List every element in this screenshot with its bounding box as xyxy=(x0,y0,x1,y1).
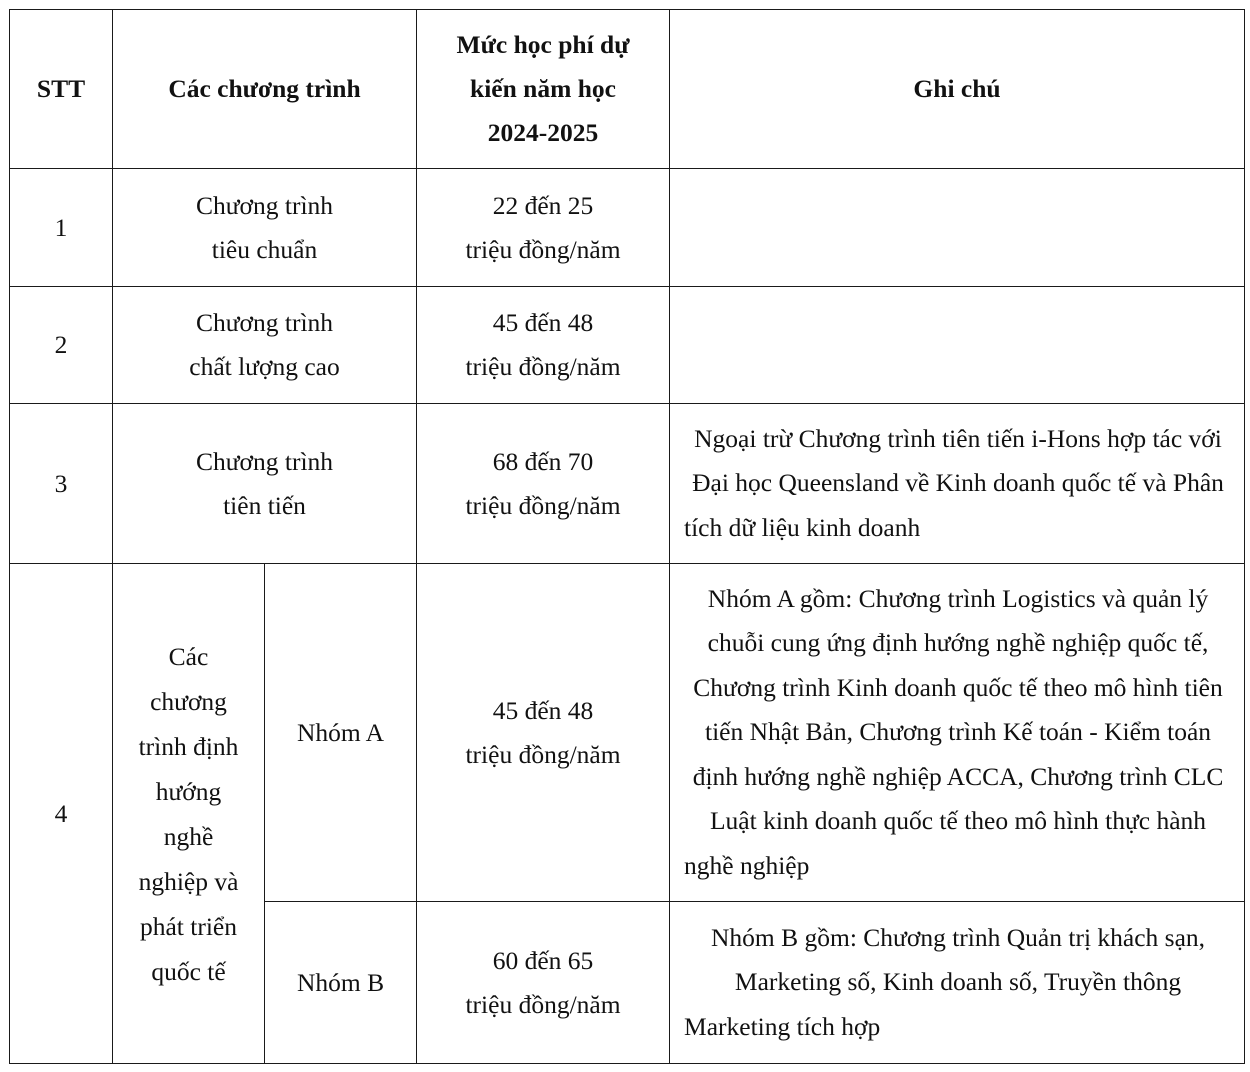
program-line: tiêu chuẩn xyxy=(211,234,318,264)
group-label xyxy=(113,564,265,1064)
row-stt: 4 xyxy=(10,564,113,1064)
program-line: Chương trình xyxy=(195,446,334,476)
program-line: tiên tiến xyxy=(223,490,306,520)
row-fee xyxy=(417,404,670,564)
header-fee xyxy=(417,10,670,169)
subgroup-name: Nhóm B xyxy=(265,902,417,1064)
fee-range: 22 đến 25 xyxy=(492,190,594,220)
group-label-line: nghiệp và xyxy=(138,866,239,896)
group-label-line: quốc tế xyxy=(151,956,226,986)
row-program xyxy=(113,169,417,287)
fee-unit: triệu đồng/năm xyxy=(465,234,621,264)
header-fee-line-2: kiến năm học xyxy=(470,74,616,103)
group-label-line: phát triển xyxy=(139,911,237,941)
table-row xyxy=(10,404,1245,564)
group-label-line: trình định xyxy=(138,731,239,761)
fee-range: 60 đến 65 xyxy=(492,945,594,975)
row-stt: 3 xyxy=(10,404,113,564)
header-note: Ghi chú xyxy=(670,10,1245,169)
fee-range: 45 đến 48 xyxy=(492,308,594,337)
fee-unit: triệu đồng/năm xyxy=(465,490,621,520)
group-label-line: hướng xyxy=(155,776,222,806)
row-stt: 1 xyxy=(10,169,113,287)
header-programs: Các chương trình xyxy=(113,10,417,169)
header-stt: STT xyxy=(10,10,113,169)
tuition-fee-table xyxy=(9,9,1245,1064)
group-label-line: chương xyxy=(150,686,227,716)
row-stt: 2 xyxy=(10,287,113,404)
row-note xyxy=(670,287,1245,404)
fee-unit: triệu đồng/năm xyxy=(465,739,621,769)
row-fee xyxy=(417,169,670,287)
row-program xyxy=(113,404,417,564)
program-line: Chương trình xyxy=(195,190,334,220)
subgroup-name: Nhóm A xyxy=(265,564,417,902)
program-line: chất lượng cao xyxy=(189,352,340,381)
group-label-line: nghề xyxy=(163,821,214,851)
row-program xyxy=(113,287,417,404)
table-row xyxy=(10,564,1245,902)
header-row xyxy=(10,10,1245,169)
table-row xyxy=(10,169,1245,287)
header-fee-line-1: Mức học phí dự xyxy=(456,30,630,59)
row-fee xyxy=(417,287,670,404)
row-note xyxy=(670,169,1245,287)
fee-range: 68 đến 70 xyxy=(492,446,594,476)
fee-unit: triệu đồng/năm xyxy=(465,352,621,381)
header-fee-line-3: 2024-2025 xyxy=(487,118,599,147)
group-label-line: Các xyxy=(168,641,209,671)
program-line: Chương trình xyxy=(195,308,334,337)
fee-range: 45 đến 48 xyxy=(492,695,594,725)
row-note: Ngoại trừ Chương trình tiên tiến i-Hons hợp tác với Đại học Queensland về Kinh doanh quốc tế và Phân tích dữ liệu kinh doanh xyxy=(670,404,1245,564)
table-row xyxy=(10,287,1245,404)
fee-unit: triệu đồng/năm xyxy=(465,989,621,1019)
row-note: Nhóm A gồm: Chương trình Logistics và quản lý chuỗi cung ứng định hướng nghề nghiệp quốc tế, Chương trình Kinh doanh quốc tế theo mô hình tiên tiến Nhật Bản, Chương trình Kế toán - Kiểm toán định hướng nghề nghiệp ACCA, Chương trình CLC Luật kinh doanh quốc tế theo mô hình thực hành nghề nghiệp xyxy=(670,564,1245,902)
row-note: Nhóm B gồm: Chương trình Quản trị khách sạn, Marketing số, Kinh doanh số, Truyền thông Marketing tích hợp xyxy=(670,902,1245,1064)
row-fee xyxy=(417,902,670,1064)
row-fee xyxy=(417,564,670,902)
